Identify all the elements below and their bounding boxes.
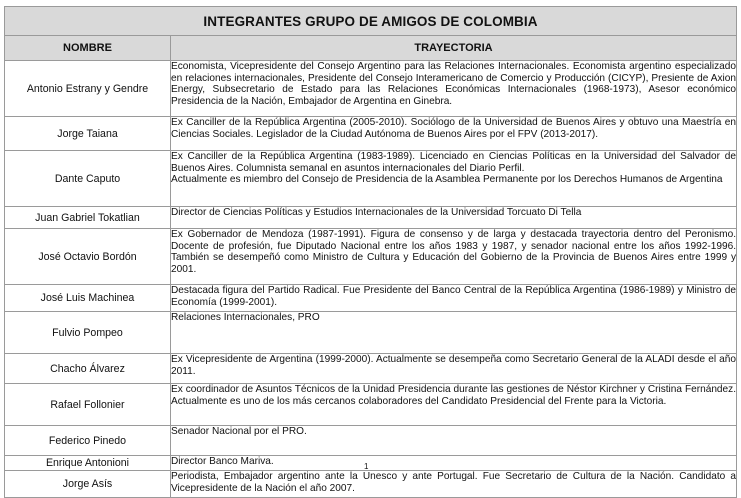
trajectory-paragraph: Ex Canciller de la República Argentina (1983-1989). Licenciado en Ciencias Políticas en la Universidad del Salvador de Buenos Aires. Columnista semanal en asuntos internacionales del Diario Perfil. [171,151,737,174]
member-trajectory [171,151,737,207]
member-trajectory [171,312,737,354]
trajectory-paragraph: Economista, Vicepresidente del Consejo Argentino para las Relaciones Internacionales. Economista argentino especializado en relaciones internacionales, Presidente del Consejo Interamericano de Comercio y Producción (CICYP), Presiente de Axion Energy, Subsecretario de Estado para las Relaciones Económicas Internacionales (1968-1973), Asesor económico Presidencia de la Nación, Embajador de Argentina en Ginebra. [171,61,737,107]
member-name: Rafael Follonier [5,384,171,426]
trajectory-paragraph: Actualmente es miembro del Consejo de Presidencia de la Asamblea Permanente por los Derechos Humanos de Argentina [171,174,723,186]
table-row [5,61,737,117]
column-header-trajectory: TRAYECTORIA [171,36,737,61]
member-name: Federico Pinedo [5,426,171,456]
trajectory-paragraph: Director Banco Mariva. [171,456,274,467]
member-trajectory [171,354,737,384]
member-name: Dante Caputo [5,151,171,207]
member-name: Juan Gabriel Tokatlian [5,207,171,229]
member-trajectory [171,384,737,426]
member-trajectory [171,456,737,471]
table-title: INTEGRANTES GRUPO DE AMIGOS DE COLOMBIA [5,7,737,36]
trajectory-paragraph: Senador Nacional por el PRO. [171,426,307,437]
member-name: José Octavio Bordón [5,229,171,285]
member-name: José Luis Machinea [5,285,171,312]
table-row [5,426,737,456]
table-row [5,207,737,229]
table-row [5,456,737,471]
table-row [5,117,737,151]
member-name: Jorge Taiana [5,117,171,151]
member-trajectory [171,207,737,229]
table-body [5,61,737,498]
member-name: Chacho Álvarez [5,354,171,384]
table-row [5,229,737,285]
table-row [5,151,737,207]
members-table [4,6,737,498]
trajectory-paragraph: Destacada figura del Partido Radical. Fue Presidente del Banco Central de la República Argentina (1986-1989) y Ministro de Economía (1999-2001). [171,285,737,308]
trajectory-paragraph: Relaciones Internacionales, PRO [171,312,320,323]
table-row [5,354,737,384]
member-trajectory [171,117,737,151]
trajectory-paragraph: Ex Gobernador de Mendoza (1987-1991). Figura de consenso y de larga y destacada trayectoria dentro del Peronismo. Docente de profesión, fue Diputado Nacional entre los años 1983 y 1987, y senador nacional entre los años 1992-1996. También se desempeñó como Ministro de Cultura y Educación del Gobierno de la Provincia de Buenos Aires entre 1999 y 2001. [171,229,737,275]
member-trajectory [171,285,737,312]
trajectory-paragraph: Periodista, Embajador argentino ante la Unesco y ante Portugal. Fue Secretario de Cultura de la Nación. Candidato a Vicepresidente de la Nación el año 2007. [171,471,737,494]
member-name: Antonio Estrany y Gendre [5,61,171,117]
column-header-name: NOMBRE [5,36,171,61]
trajectory-paragraph: Ex Vicepresidente de Argentina (1999-2000). Actualmente se desempeña como Secretario General de la ALADI desde el año 2011. [171,354,737,377]
trajectory-paragraph: Ex coordinador de Asuntos Técnicos de la Unidad Presidencia durante las gestiones de Néstor Kirchner y Cristina Fernández. Actualmente es uno de los más cercanos colaboradores del Candidato Presidencial del Frente para la Victoria. [171,384,737,407]
member-trajectory [171,61,737,117]
table-row [5,312,737,354]
member-name: Fulvio Pompeo [5,312,171,354]
table-row [5,285,737,312]
table-row [5,471,737,498]
member-trajectory [171,229,737,285]
member-trajectory [171,426,737,456]
member-name: Enrique Antonioni [5,456,171,471]
trajectory-paragraph: Director de Ciencias Políticas y Estudios Internacionales de la Universidad Torcuato Di Tella [171,207,582,218]
trajectory-paragraph: Ex Canciller de la República Argentina (2005-2010). Sociólogo de la Universidad de Buenos Aires y obtuvo una Maestría en Ciencias Sociales. Legislador de la Ciudad Autónoma de Buenos Aires por el FPV (2013-2017). [171,117,737,140]
member-name: Jorge Asís [5,471,171,498]
member-trajectory [171,471,737,498]
page-number: 1 [364,462,369,471]
table-row [5,384,737,426]
